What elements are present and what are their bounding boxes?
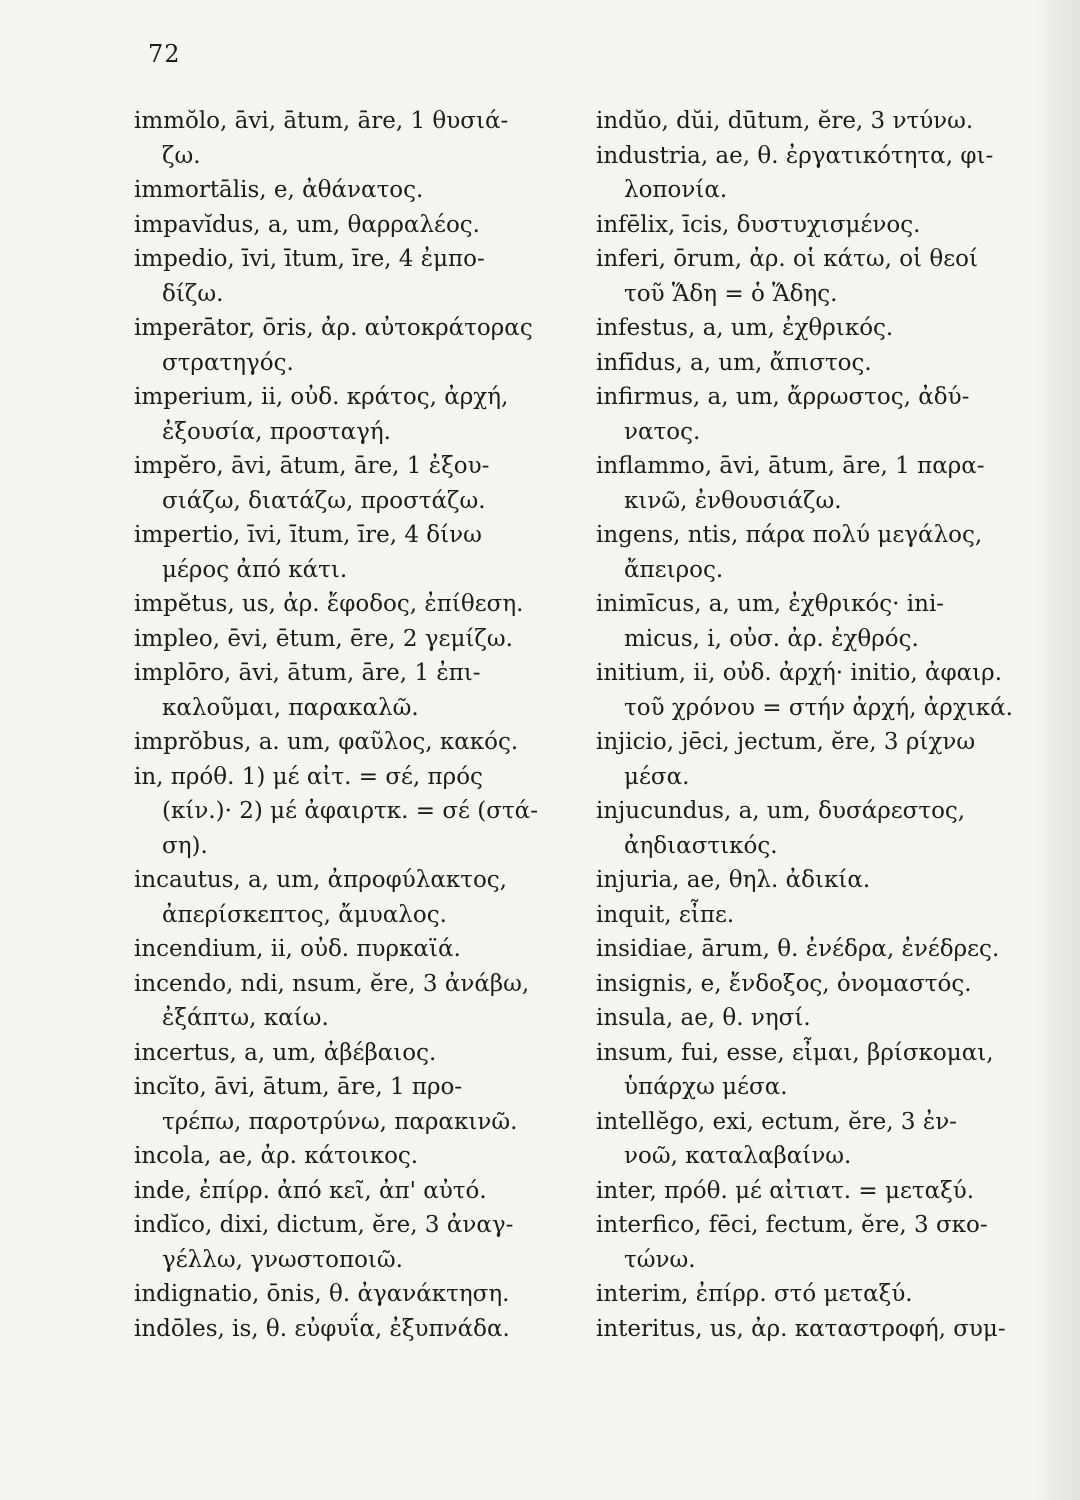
entry-continuation-line: ζω. <box>162 142 201 169</box>
dictionary-entry <box>134 242 584 311</box>
entry-continuation-line: γέλλω, γνωστοποιῶ. <box>162 1246 403 1273</box>
entry-headword-line: indignatio, ōnis, θ. ἀγανάκτηση. <box>134 1281 510 1307</box>
entry-headword-line: indŭo, dŭi, dūtum, ĕre, 3 ντύνω. <box>596 108 974 134</box>
dictionary-entry <box>596 898 1046 933</box>
dictionary-entry <box>596 1174 1046 1209</box>
left-column <box>134 104 584 1346</box>
entry-continuation-line: (κίν.)· 2) μέ ἀφαιρτκ. = σέ (στά- <box>162 798 538 824</box>
dictionary-entry <box>134 1277 584 1312</box>
entry-headword-line: injuria, ae, θηλ. ἀδικία. <box>596 867 871 893</box>
entry-headword-line: interfico, fēci, fectum, ĕre, 3 σκο- <box>596 1212 988 1238</box>
page-number: 72 <box>148 40 181 68</box>
entry-headword-line: immortālis, e, ἀθάνατος. <box>134 177 424 203</box>
dictionary-entry <box>596 587 1046 656</box>
entry-continuation-line: στρατηγός. <box>162 349 294 376</box>
entry-headword-line: impĕro, āvi, ātum, āre, 1 ἐξου- <box>134 453 490 479</box>
entry-headword-line: inquit, εἶπε. <box>596 901 735 928</box>
entry-headword-line: indōles, is, θ. εὐφυΐα, ἐξυπνάδα. <box>134 1315 510 1342</box>
dictionary-entry <box>134 1208 584 1277</box>
dictionary-entry <box>596 1277 1046 1312</box>
dictionary-entry <box>596 242 1046 311</box>
right-column <box>596 104 1046 1346</box>
entry-continuation-line: ἀπερίσκεπτος, ἄμυαλος. <box>162 901 447 928</box>
entry-headword-line: inde, ἐπίρρ. ἀπό κεῖ, ἀπ' αὐτό. <box>134 1177 487 1204</box>
entry-headword-line: initium, ii, οὐδ. ἀρχή· initio, ἀφαιρ. <box>596 660 1003 686</box>
dictionary-entry <box>134 622 584 657</box>
entry-headword-line: imprŏbus, a. um, φαῦλος, κακός. <box>134 729 519 755</box>
entry-continuation-line: ση). <box>162 832 208 859</box>
entry-headword-line: infēlix, īcis, δυστυχισμένος. <box>596 211 921 238</box>
entry-headword-line: injicio, jēci, jectum, ĕre, 3 ρίχνω <box>596 729 976 755</box>
entry-continuation-line: τοῦ Ἅδη = ὁ Ἅδης. <box>624 280 838 307</box>
entry-continuation-line: ἐξουσία, προσταγή. <box>162 418 391 445</box>
dictionary-entry <box>596 863 1046 898</box>
dictionary-entry <box>596 1208 1046 1277</box>
dictionary-entry <box>134 725 584 760</box>
entry-continuation-line: τώνω. <box>624 1246 696 1273</box>
dictionary-entry <box>134 449 584 518</box>
dictionary-entry <box>596 104 1046 139</box>
entry-headword-line: incautus, a, um, ἀπροφύλακτος, <box>134 867 507 893</box>
entry-headword-line: inimīcus, a, um, ἐχθρικός· ini- <box>596 591 945 617</box>
entry-headword-line: inter, πρόθ. μέ αἰτιατ. = μεταξύ. <box>596 1177 975 1204</box>
dictionary-entry <box>596 932 1046 967</box>
dictionary-entry <box>134 656 584 725</box>
dictionary-entry <box>596 449 1046 518</box>
dictionary-entry <box>596 1001 1046 1036</box>
entry-headword-line: injucundus, a, um, δυσάρεστος, <box>596 798 966 824</box>
dictionary-entry <box>596 794 1046 863</box>
entry-headword-line: insidiae, ārum, θ. ἐνέδρα, ἐνέδρες. <box>596 936 1000 962</box>
dictionary-entry <box>134 587 584 622</box>
entry-continuation-line: λοπονία. <box>624 177 728 203</box>
dictionary-entry <box>134 208 584 243</box>
dictionary-entry <box>596 518 1046 587</box>
entry-headword-line: imperium, ii, οὐδ. κράτος, ἀρχή, <box>134 384 509 410</box>
dictionary-entry <box>596 311 1046 346</box>
dictionary-entry <box>596 1105 1046 1174</box>
dictionary-entry <box>134 863 584 932</box>
dictionary-entry <box>596 725 1046 794</box>
entry-headword-line: intellĕgo, exi, ectum, ĕre, 3 ἐν- <box>596 1108 957 1135</box>
entry-headword-line: insum, fui, esse, εἶμαι, βρίσκομαι, <box>596 1039 994 1066</box>
entry-headword-line: in, πρόθ. 1) μέ αἰτ. = σέ, πρός <box>134 763 483 790</box>
dictionary-entry <box>134 311 584 380</box>
dictionary-entry <box>596 1312 1046 1347</box>
entry-continuation-line: κινῶ, ἐνθουσιάζω. <box>624 487 842 514</box>
entry-headword-line: interitus, us, ἀρ. καταστροφή, συμ- <box>596 1315 1006 1342</box>
entry-headword-line: impertio, īvi, ītum, īre, 4 δίνω <box>134 522 482 548</box>
entry-headword-line: industria, ae, θ. ἐργατικότητα, φι- <box>596 142 994 169</box>
entry-continuation-line: καλοῦμαι, παρακαλῶ. <box>162 694 419 721</box>
entry-headword-line: insignis, e, ἔνδοξος, ὀνομαστός. <box>596 970 972 997</box>
entry-headword-line: indĭco, dixi, dictum, ĕre, 3 ἀναγ- <box>134 1212 514 1238</box>
entry-headword-line: impleo, ēvi, ētum, ēre, 2 γεμίζω. <box>134 625 513 652</box>
entry-headword-line: incertus, a, um, ἀβέβαιος. <box>134 1039 437 1066</box>
entry-continuation-line: μέρος ἀπό κάτι. <box>162 556 348 583</box>
dictionary-entry <box>134 1036 584 1071</box>
entry-headword-line: impedio, īvi, ītum, īre, 4 ἐμπο- <box>134 246 485 272</box>
dictionary-entry <box>134 104 584 173</box>
entry-continuation-line: ἄπειρος. <box>624 556 724 583</box>
entry-headword-line: incĭto, āvi, ātum, āre, 1 προ- <box>134 1074 463 1100</box>
entry-continuation-line: ἐξάπτω, καίω. <box>162 1005 329 1031</box>
dictionary-entry <box>134 760 584 864</box>
dictionary-entry <box>134 932 584 967</box>
entry-headword-line: impĕtus, us, ἀρ. ἔφοδος, ἐπίθεση. <box>134 591 524 617</box>
entry-headword-line: immŏlo, āvi, ātum, āre, 1 θυσιά- <box>134 108 509 134</box>
entry-continuation-line: μέσα. <box>624 763 690 790</box>
entry-headword-line: infirmus, a, um, ἄρρωστος, ἀδύ- <box>596 384 970 410</box>
entry-headword-line: incola, ae, ἀρ. κάτοικος. <box>134 1143 419 1169</box>
entry-continuation-line: τρέπω, παροτρύνω, παρακινῶ. <box>162 1108 518 1135</box>
dictionary-entry <box>134 518 584 587</box>
entry-headword-line: implōro, āvi, ātum, āre, 1 ἐπι- <box>134 660 481 686</box>
dictionary-entry <box>596 346 1046 381</box>
entry-headword-line: infestus, a, um, ἐχθρικός. <box>596 315 894 341</box>
dictionary-entry <box>134 967 584 1036</box>
dictionary-entry <box>596 139 1046 208</box>
entry-continuation-line: τοῦ χρόνου = στήν ἀρχή, ἀρχικά. <box>624 694 1013 721</box>
entry-headword-line: inferi, ōrum, ἀρ. οἱ κάτω, οἱ θεοί <box>596 246 979 272</box>
entry-headword-line: inflammo, āvi, ātum, āre, 1 παρα- <box>596 453 985 479</box>
dictionary-entry <box>596 380 1046 449</box>
entry-headword-line: imperātor, ōris, ἀρ. αὐτοκράτορας <box>134 315 533 341</box>
dictionary-entry <box>134 1174 584 1209</box>
dictionary-entry <box>134 380 584 449</box>
entry-continuation-line: ὑπάρχω μέσα. <box>624 1074 788 1100</box>
dictionary-entry <box>134 1070 584 1139</box>
entry-headword-line: ingens, ntis, πάρα πολύ μεγάλος, <box>596 522 983 548</box>
dictionary-entry <box>596 208 1046 243</box>
dictionary-entry <box>134 1312 584 1347</box>
entry-continuation-line: νοῶ, καταλαβαίνω. <box>624 1143 852 1169</box>
dictionary-entry <box>596 656 1046 725</box>
entry-headword-line: interim, ἐπίρρ. στό μεταξύ. <box>596 1281 913 1307</box>
entry-headword-line: incendium, ii, οὐδ. πυρκαϊά. <box>134 936 461 962</box>
dictionary-entry <box>134 1139 584 1174</box>
entry-continuation-line: νατος. <box>624 418 701 445</box>
entry-continuation-line: σιάζω, διατάζω, προστάζω. <box>162 487 486 514</box>
entry-continuation-line: δίζω. <box>162 280 224 307</box>
entry-headword-line: incendo, ndi, nsum, ĕre, 3 ἀνάβω, <box>134 970 530 997</box>
dictionary-entry <box>134 173 584 208</box>
entry-headword-line: impavĭdus, a, um, θαρραλέος. <box>134 211 480 238</box>
entry-continuation-line: micus, i, οὐσ. ἀρ. ἐχθρός. <box>624 625 919 652</box>
dictionary-entry <box>596 967 1046 1002</box>
entry-headword-line: infīdus, a, um, ἄπιστος. <box>596 349 872 376</box>
entry-headword-line: insula, ae, θ. νησί. <box>596 1005 811 1031</box>
dictionary-entry <box>596 1036 1046 1105</box>
entry-continuation-line: ἀηδιαστικός. <box>624 832 778 859</box>
